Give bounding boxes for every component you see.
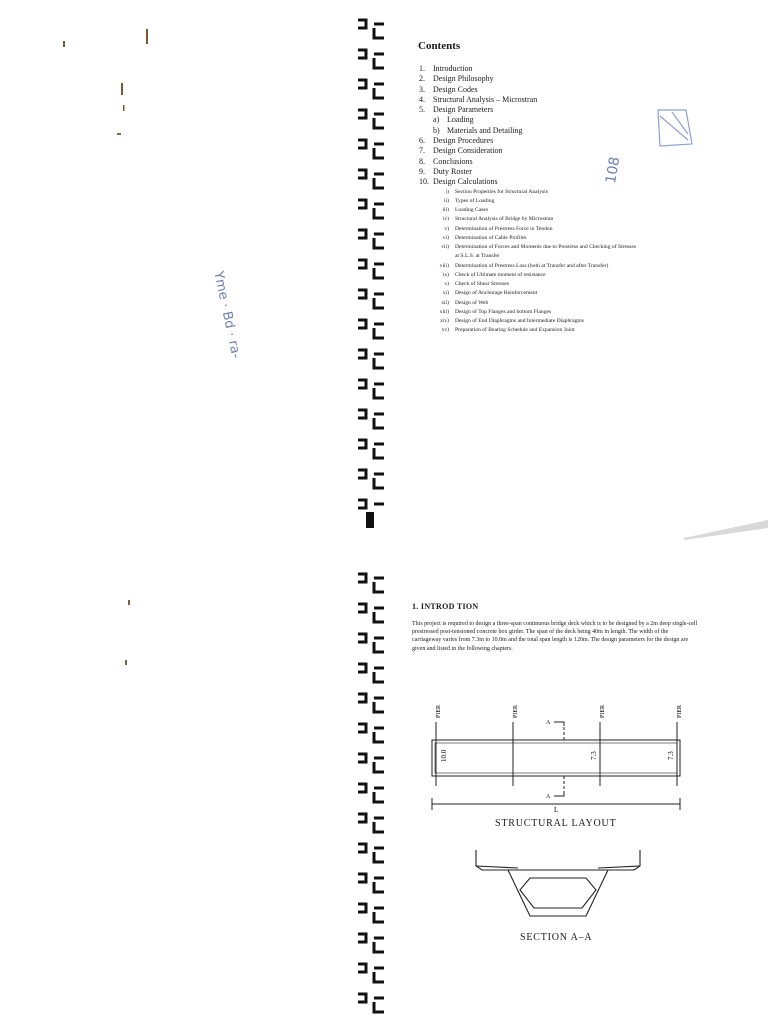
pier-label: PIER	[600, 704, 606, 718]
structural-layout-caption: STRUCTURAL LAYOUT	[495, 818, 617, 829]
contents-item: 2. Design Philosophy	[419, 74, 494, 84]
introduction-paragraph: This project is required to design a three-span continuous bridge deck which is to be designed by a 2m deep single-cell prestressed post-tensioned concrete box girder. The span of the deck being 40m in length. The width of the carriageway varies from 7.3m to 10.0m and the total span length is 120m. The design parameters for the design are given and listed in the following chapters.	[412, 621, 698, 652]
width-label-end: 7.3	[667, 751, 675, 760]
calculation-item: i) Section Properties for Structural Analysis	[445, 188, 548, 195]
contents-item: 7. Design Consideration	[419, 146, 503, 156]
contents-item: 3. Design Codes	[419, 84, 478, 94]
calculation-item: xiii) Design of Top Flanges and bottom Flanges	[439, 308, 552, 315]
binding-coil	[352, 568, 392, 1024]
calculation-item-continued: at S.L.S. at Transfer	[455, 253, 500, 260]
introduction-heading: 1. INTROD TION	[412, 602, 479, 611]
contents-item: 4. Structural Analysis – Microstran	[419, 94, 538, 104]
section-mark-top: A	[546, 720, 551, 726]
calculations-list	[429, 188, 719, 336]
section-caption: SECTION A–A	[520, 932, 593, 943]
width-label-start: 10.0	[440, 749, 448, 762]
page-edge-shadow	[684, 516, 768, 540]
contents-item: 6. Design Procedures	[419, 136, 494, 146]
contents-title: Contents	[418, 40, 461, 52]
length-label: L	[554, 806, 559, 812]
structural-layout-drawing	[420, 686, 700, 812]
width-label-mid: 7.3	[590, 751, 598, 760]
section-mark-bottom: A	[546, 794, 551, 800]
calculations-list-wrapper	[419, 188, 719, 336]
calculation-item: vi) Determination of Cable Profiles	[442, 234, 527, 241]
contents-item: 8. Conclusions	[419, 156, 473, 166]
binding-coil	[352, 14, 392, 530]
calculation-item: iii) Loading Cases	[442, 207, 489, 214]
pier-label: PIER	[513, 704, 519, 718]
calculation-item: vii) Determination of Forces and Moments due to Prestress and Checking of Stresses	[441, 244, 636, 251]
calculation-item: x) Check of Shear Stresses	[444, 281, 509, 288]
pier-label: PIER	[677, 704, 683, 718]
contents-item: 1. Introduction	[419, 64, 473, 73]
page-specks	[55, 25, 175, 155]
handwritten-note: Yme · Bd · ra-	[210, 270, 244, 360]
contents-item: 10. Design Calculations	[419, 177, 498, 187]
contents-item: 9. Duty Roster	[419, 166, 472, 176]
pen-scribble	[652, 104, 698, 154]
calculation-item: xiv) Design of End Diaphragms and Intermediate Diaphragms	[439, 318, 584, 325]
calculation-item: xii) Design of Web	[441, 299, 489, 306]
box-girder-section-drawing	[468, 844, 648, 924]
calculation-item: v) Determination of Prestress Force in Tendon	[444, 225, 553, 232]
calculation-item: iv) Structural Analysis of Bridge by Microstran	[442, 216, 554, 223]
calculation-item: ii) Types of Loading	[444, 197, 495, 204]
calculation-item: xv) Preparation of Bearing Schedule and Expansion Joint	[441, 327, 575, 334]
calculation-item: viii) Determination of Prestress Loss (both at Transfer and after Transfer)	[439, 262, 609, 269]
contents-item: 5. Design Parameters	[419, 105, 494, 115]
page-specks	[120, 590, 140, 670]
contents-subitem: b) Materials and Detailing	[433, 125, 523, 135]
pier-label: PIER	[436, 704, 442, 718]
contents-subitem: a) Loading	[433, 115, 474, 125]
calculation-item: ix) Check of Ultimate moment of resistance	[442, 271, 546, 278]
handwritten-page-number: 108	[603, 155, 624, 185]
calculation-item: xi) Design of Anchorage Reinforcement	[442, 290, 538, 297]
